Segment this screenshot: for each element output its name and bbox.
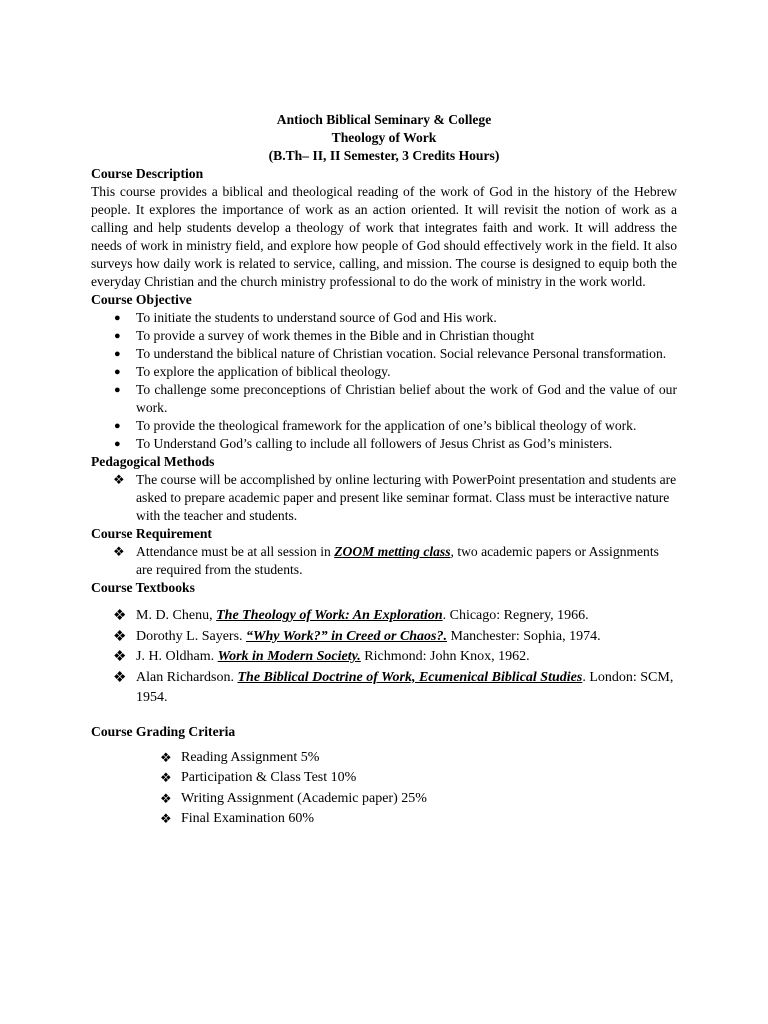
textbook-list (91, 606, 677, 709)
list-item: ❖ Final Examination 60% (91, 809, 677, 830)
grading-list (91, 748, 677, 830)
list-item: ❖ Reading Assignment 5% (91, 748, 677, 769)
objective-list (91, 309, 677, 453)
list-item: ❖ J. H. Oldham. Work in Modern Society. Richmond: John Knox, 1962. (91, 647, 677, 668)
syllabus-page (91, 111, 677, 830)
bullet-icon: ● (114, 348, 121, 360)
bullet-icon: ● (114, 420, 121, 432)
list-item: ❖ Writing Assignment (Academic paper) 25% (91, 789, 677, 810)
bullet-icon: ● (114, 438, 121, 450)
list-item: ❖ Participation & Class Test 10% (91, 768, 677, 789)
list-item: ❖ Dorothy L. Sayers. “Why Work?” in Creed or Chaos?. Manchester: Sophia, 1974. (91, 627, 677, 648)
bullet-icon: ● (114, 384, 121, 396)
list-item: ● To initiate the students to understand source of God and His work. (114, 310, 497, 325)
list-item: ● To challenge some preconceptions of Christian belief about the work of God and the value of our work. (114, 382, 677, 415)
course-textbooks-heading: Course Textbooks (91, 580, 195, 595)
diamond-bullet-icon: ❖ (113, 628, 127, 645)
list-item: ● To understand the biblical nature of Christian vocation. Social relevance Personal transformation. (114, 346, 667, 361)
pedagogy-list (91, 471, 677, 525)
book-title: The Biblical Doctrine of Work, Ecumenical Biblical Studies (237, 669, 583, 685)
course-objective-heading: Course Objective (91, 292, 192, 307)
list-item: ❖ Attendance must be at all session in ZOOM metting class, two academic papers or Assignments are required from the students. (113, 544, 659, 577)
book-title: “Why Work?” in Creed or Chaos?. (246, 628, 448, 644)
diamond-bullet-icon: ❖ (160, 770, 172, 786)
list-item: ● To provide a survey of work themes in the Bible and in Christian thought (114, 328, 535, 343)
diamond-bullet-icon: ❖ (113, 472, 125, 487)
list-item: ● To provide the theological framework for the application of one’s biblical theology of work. (114, 418, 637, 433)
list-item: ❖ M. D. Chenu, The Theology of Work: An Exploration. Chicago: Regnery, 1966. (91, 606, 677, 627)
list-item: ❖ Alan Richardson. The Biblical Doctrine of Work, Ecumenical Biblical Studies. London: SCM, 1954. (113, 669, 674, 706)
course-info: (B.Th– II, II Semester, 3 Credits Hours) (268, 148, 500, 163)
course-description-heading: Course Description (91, 166, 204, 181)
requirement-list (91, 543, 677, 579)
diamond-bullet-icon: ❖ (113, 544, 125, 559)
course-grading-heading: Course Grading Criteria (91, 723, 236, 739)
diamond-bullet-icon: ❖ (113, 608, 127, 624)
diamond-bullet-icon: ❖ (113, 669, 127, 686)
course-description-text: This course provides a biblical and theological reading of the work of God in the history of the Hebrew people. It explores the importance of work as an action oriented. It will revisit the notion of work as a calling and help students develop a theology of work that integrates faith and work. It will address the needs of work in ministry field, and explore how people of God should effectively work in the field. It also surveys how daily work is related to service, calling, and mission. The course is designed to equip both the everyday Christian and the church ministry professional to do the work of ministry in the work world. (91, 184, 677, 289)
bullet-icon: ● (114, 366, 121, 378)
course-title: Theology of Work (331, 130, 437, 145)
list-item: ❖ The course will be accomplished by online lecturing with PowerPoint presentation and students are asked to prepare academic paper and present like seminar format. Class must be interactive nature with the teacher and students. (113, 472, 677, 523)
list-item: ● To explore the application of biblical theology. (114, 364, 391, 379)
course-requirement-heading: Course Requirement (91, 526, 212, 541)
pedagogical-methods-heading: Pedagogical Methods (91, 454, 215, 469)
institution-name: Antioch Biblical Seminary & College (276, 112, 492, 127)
list-item: ● To Understand God’s calling to include all followers of Jesus Christ as God’s ministers. (114, 436, 613, 451)
bullet-icon: ● (114, 330, 121, 342)
diamond-bullet-icon: ❖ (113, 649, 127, 666)
zoom-class-emphasis: ZOOM metting class (334, 544, 451, 559)
diamond-bullet-icon: ❖ (160, 790, 172, 806)
diamond-bullet-icon: ❖ (160, 749, 172, 765)
diamond-bullet-icon: ❖ (160, 811, 172, 827)
book-title: Work in Modern Society. (217, 649, 361, 665)
book-title: The Theology of Work: An Exploration (216, 608, 443, 623)
bullet-icon: ● (114, 312, 121, 324)
